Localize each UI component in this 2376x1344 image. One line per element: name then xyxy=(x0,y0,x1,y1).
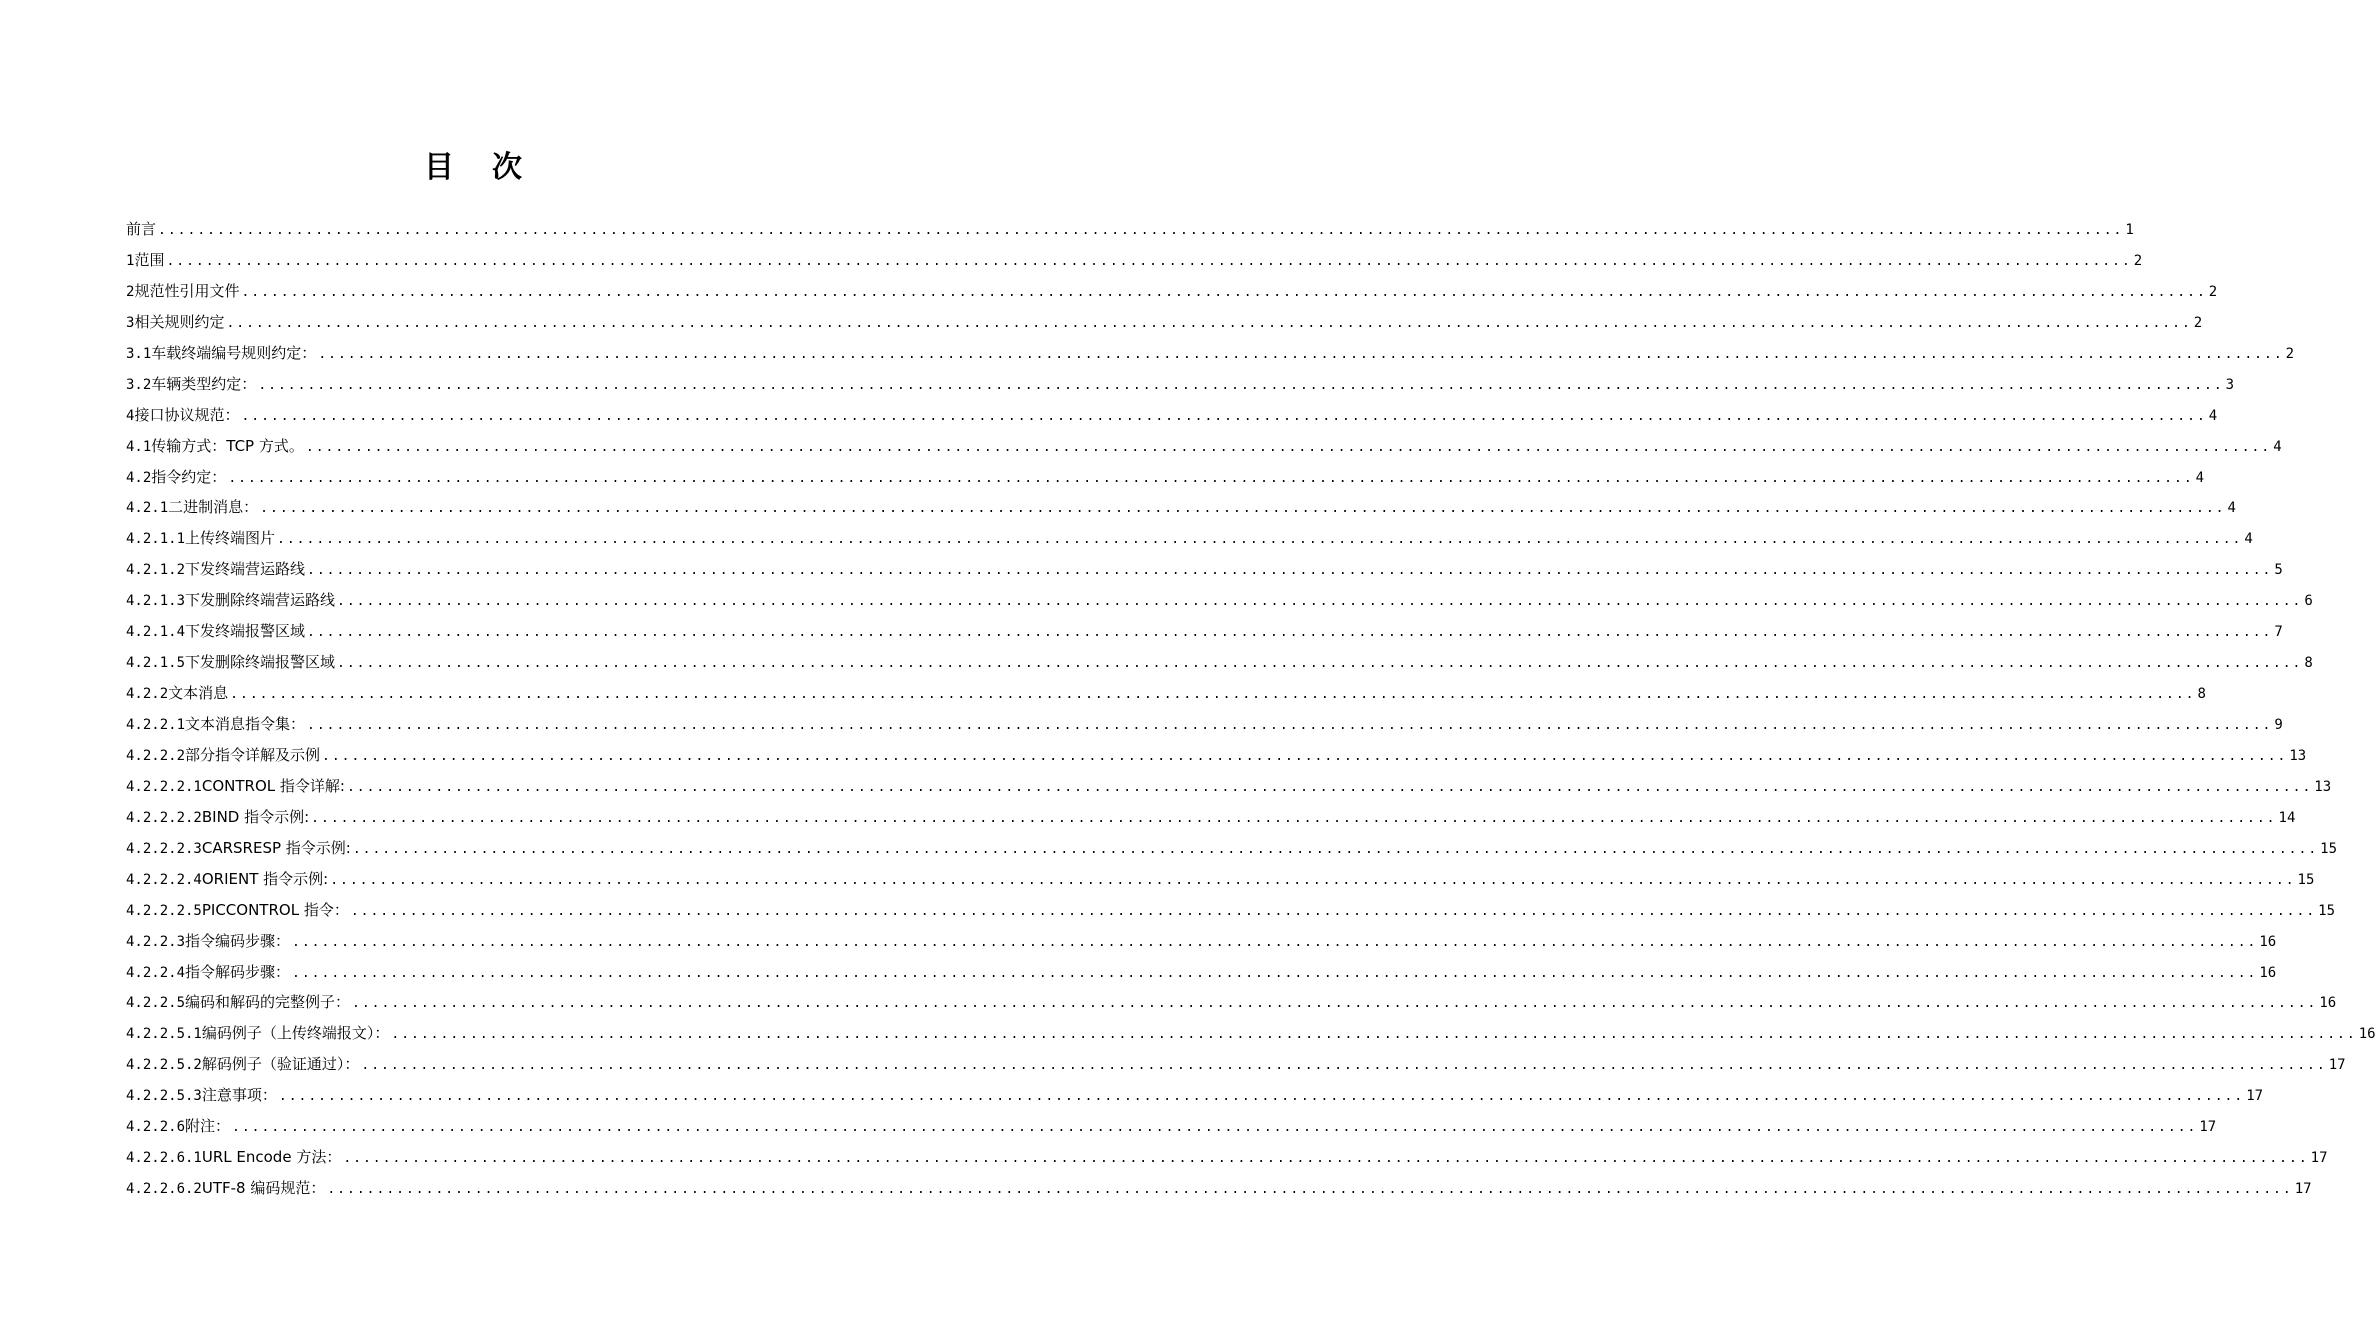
toc-entry-page: 13 xyxy=(2314,778,2332,795)
toc-dot-leader: ........................................................................................................................................................................................................ xyxy=(241,408,2207,424)
toc-entry-number: 4.2.1.4 xyxy=(126,624,186,641)
toc-entry[interactable] xyxy=(126,1115,2217,1146)
toc-dot-leader: ........................................................................................................................................................................................................ xyxy=(337,594,2303,610)
toc-entry-title: 附注： xyxy=(185,1117,231,1136)
toc-entry-number: 4.2.2.2.3 xyxy=(126,840,202,857)
toc-entry-title: 指令约定： xyxy=(151,467,227,486)
toc-dot-leader: ........................................................................................................................................................................................................ xyxy=(307,563,2273,579)
toc-entry-title: ORIENT 指令示例: xyxy=(201,869,329,888)
toc-entry-number: 4 xyxy=(126,407,135,424)
table-of-contents xyxy=(126,218,2376,1208)
toc-dot-leader: ........................................................................................................................................................................................................ xyxy=(292,934,2258,950)
toc-entry[interactable] xyxy=(126,527,2253,558)
toc-dot-leader: ........................................................................................................................................................................................................ xyxy=(352,841,2319,857)
toc-entry-title: UTF-8 编码规范： xyxy=(201,1179,326,1198)
toc-entry-page: 6 xyxy=(2304,593,2313,610)
toc-entry-number: 4.2.2.6 xyxy=(126,1119,186,1136)
toc-dot-leader: ........................................................................................................................................................................................................ xyxy=(228,470,2194,486)
toc-entry[interactable] xyxy=(126,868,2315,899)
toc-entry[interactable] xyxy=(126,218,2134,249)
toc-entry-title: 编码和解码的完整例子： xyxy=(185,993,351,1012)
toc-entry-number: 4.2.2.6.1 xyxy=(126,1150,202,1167)
toc-entry-page: 17 xyxy=(2199,1119,2217,1136)
toc-entry-number: 4.2.2.5.2 xyxy=(126,1057,202,1074)
toc-entry-page: 17 xyxy=(2246,1088,2264,1105)
title-char-1: 目 xyxy=(424,150,458,185)
toc-entry-number: 4.2.2.5 xyxy=(126,995,186,1012)
toc-entry-number: 4.2.2.2.1 xyxy=(126,778,202,795)
toc-entry-page: 15 xyxy=(2320,840,2338,857)
toc-entry-page: 4 xyxy=(2208,407,2218,424)
toc-dot-leader: ........................................................................................................................................................................................................ xyxy=(278,1089,2245,1105)
toc-entry[interactable] xyxy=(126,961,2277,992)
toc-entry[interactable] xyxy=(126,1053,2346,1084)
toc-entry-page: 2 xyxy=(2193,314,2203,331)
toc-dot-leader: ........................................................................................................................................................................................................ xyxy=(330,872,2296,888)
toc-entry-title: 指令编码步骤： xyxy=(185,931,291,950)
toc-entry-page: 3 xyxy=(2225,376,2235,393)
toc-entry[interactable] xyxy=(126,775,2332,806)
toc-dot-leader: ........................................................................................................................................................................................................ xyxy=(230,687,2196,703)
toc-dot-leader: ........................................................................................................................................................................................................ xyxy=(391,1027,2357,1043)
toc-entry-title: 注意事项： xyxy=(201,1086,277,1105)
toc-entry-title: 解码例子（验证通过）： xyxy=(201,1055,360,1074)
toc-entry-page: 5 xyxy=(2274,562,2283,579)
toc-entry-title: 言 xyxy=(141,220,157,238)
toc-entry[interactable] xyxy=(126,713,2283,744)
toc-dot-leader: ........................................................................................................................................................................................................ xyxy=(346,779,2313,795)
toc-entry[interactable] xyxy=(126,404,2218,435)
toc-entry-page: 17 xyxy=(2294,1181,2312,1198)
toc-entry-title: URL Encode 方法： xyxy=(201,1148,342,1167)
toc-entry-number: 前 xyxy=(126,220,142,238)
toc-entry-page: 14 xyxy=(2278,809,2296,826)
toc-entry-page: 4 xyxy=(2227,500,2236,517)
toc-dot-leader: ........................................................................................................................................................................................................ xyxy=(322,748,2288,764)
toc-entry-page: 4 xyxy=(2244,531,2253,548)
toc-dot-leader: ........................................................................................................................................................................................................ xyxy=(350,903,2317,919)
toc-entry-page: 4 xyxy=(2195,469,2205,486)
toc-entry-title: 范围 xyxy=(134,250,165,269)
toc-entry-number: 4.2.2.2 xyxy=(126,747,186,764)
toc-entry-page: 2 xyxy=(2208,283,2218,300)
page-title xyxy=(0,148,950,188)
toc-entry-title: CARSRESP 指令示例: xyxy=(201,838,351,857)
toc-dot-leader: ........................................................................................................................................................................................................ xyxy=(327,1182,2293,1198)
toc-entry-number: 3.1 xyxy=(126,345,152,362)
toc-entry-title: PICCONTROL 指令： xyxy=(201,900,349,919)
toc-entry-title: 车辆类型约定： xyxy=(151,374,257,393)
toc-dot-leader: ........................................................................................................................................................................................................ xyxy=(352,996,2318,1012)
toc-entry-title: 文本消息 xyxy=(168,684,229,703)
toc-entry-page: 16 xyxy=(2358,1026,2376,1043)
toc-entry-number: 4.2.1 xyxy=(126,500,169,517)
toc-entry-page: 9 xyxy=(2274,717,2283,733)
toc-entry-page: 16 xyxy=(2259,933,2277,950)
toc-entry[interactable] xyxy=(126,744,2307,775)
toc-entry[interactable] xyxy=(126,311,2203,342)
toc-entry-page: 17 xyxy=(2310,1150,2328,1167)
toc-entry-page: 8 xyxy=(2197,686,2206,703)
toc-entry-title: 下发删除终端营运路线 xyxy=(185,591,336,610)
toc-entry-page: 15 xyxy=(2297,871,2315,888)
toc-dot-leader: ........................................................................................................................................................................................................ xyxy=(226,315,2192,331)
toc-entry[interactable] xyxy=(126,1146,2328,1177)
toc-entry-number: 4.2.2.2.4 xyxy=(126,871,202,888)
toc-entry-number: 4.2.1.3 xyxy=(126,593,186,610)
toc-dot-leader: ........................................................................................................................................................................................................ xyxy=(292,965,2258,981)
toc-entry-title: 下发删除终端报警区域 xyxy=(185,653,336,672)
toc-entry-title: 规范性引用文件 xyxy=(134,281,240,300)
toc-entry-number: 4.1 xyxy=(126,438,152,455)
toc-dot-leader: ........................................................................................................................................................................................................ xyxy=(260,501,2226,517)
toc-entry-number: 4.2.1.5 xyxy=(126,655,186,672)
toc-dot-leader: ........................................................................................................................................................................................................ xyxy=(361,1058,2327,1074)
toc-entry-page: 16 xyxy=(2259,964,2277,981)
toc-entry-number: 4.2.2.1 xyxy=(126,717,186,733)
toc-entry-number: 4.2.1.1 xyxy=(126,531,186,548)
toc-entry-number: 3.2 xyxy=(126,376,152,393)
toc-entry-number: 3 xyxy=(126,314,135,331)
toc-entry[interactable] xyxy=(126,806,2296,837)
toc-entry-page: 15 xyxy=(2318,902,2336,919)
toc-dot-leader: ........................................................................................................................................................................................................ xyxy=(343,1151,2309,1167)
toc-entry-title: 指令解码步骤： xyxy=(185,962,291,981)
toc-entry-title: 下发终端营运路线 xyxy=(185,560,306,579)
toc-entry-number: 4.2.2.3 xyxy=(126,933,186,950)
toc-entry-number: 1 xyxy=(126,252,135,269)
toc-entry-title: 部分指令详解及示例 xyxy=(185,745,321,764)
toc-dot-leader: ........................................................................................................................................................................................................ xyxy=(305,439,2272,455)
toc-entry[interactable] xyxy=(126,558,2283,589)
title-char-2: 次 xyxy=(492,150,526,185)
toc-entry-page: 17 xyxy=(2328,1057,2346,1074)
toc-entry-title: CONTROL 指令详解: xyxy=(201,776,345,795)
toc-entry-title: 车载终端编号规则约定： xyxy=(151,343,317,362)
toc-dot-leader: ........................................................................................................................................................................................................ xyxy=(258,377,2224,393)
toc-entry-page: 2 xyxy=(2133,252,2143,269)
toc-entry[interactable] xyxy=(126,373,2235,404)
toc-entry[interactable] xyxy=(126,466,2205,497)
toc-entry[interactable] xyxy=(126,620,2283,651)
toc-entry[interactable] xyxy=(126,342,2295,373)
toc-entry-number: 4.2 xyxy=(126,469,152,486)
toc-dot-leader: ........................................................................................................................................................................................................ xyxy=(232,1120,2198,1136)
toc-entry-number: 4.2.2.5.1 xyxy=(126,1026,202,1043)
toc-dot-leader: ........................................................................................................................................................................................................ xyxy=(318,346,2284,362)
toc-entry-number: 4.2.2.2.2 xyxy=(126,809,202,826)
toc-entry-number: 4.2.1.2 xyxy=(126,562,186,579)
toc-dot-leader: ........................................................................................................................................................................................................ xyxy=(166,253,2132,269)
toc-entry-title: 编码例子（上传终端报文）： xyxy=(201,1024,390,1043)
toc-dot-leader: ........................................................................................................................................................................................................ xyxy=(311,810,2277,826)
toc-dot-leader: ........................................................................................................................................................................................................ xyxy=(307,718,2273,733)
toc-entry-page: 7 xyxy=(2274,624,2283,641)
toc-entry-title: 相关规则约定 xyxy=(134,312,225,331)
toc-entry-title: BIND 指令示例: xyxy=(201,807,310,826)
toc-entry-page: 8 xyxy=(2304,655,2313,672)
toc-entry-page: 4 xyxy=(2273,438,2282,455)
toc-entry-title: 传输方式：TCP 方式。 xyxy=(151,436,304,455)
toc-entry-number: 4.2.2.4 xyxy=(126,964,186,981)
toc-dot-leader: ........................................................................................................................................................................................................ xyxy=(158,223,2124,238)
toc-entry[interactable] xyxy=(126,435,2282,466)
toc-entry-title: 上传终端图片 xyxy=(185,529,276,548)
toc-dot-leader: ........................................................................................................................................................................................................ xyxy=(277,532,2243,548)
toc-entry[interactable] xyxy=(126,1177,2312,1208)
toc-entry[interactable] xyxy=(126,1022,2376,1053)
toc-entry[interactable] xyxy=(126,589,2313,620)
toc-dot-leader: ........................................................................................................................................................................................................ xyxy=(307,625,2273,641)
toc-dot-leader: ........................................................................................................................................................................................................ xyxy=(241,284,2207,300)
toc-entry-number: 4.2.2.6.2 xyxy=(126,1181,202,1198)
toc-dot-leader: ........................................................................................................................................................................................................ xyxy=(337,656,2303,672)
toc-entry[interactable] xyxy=(126,651,2313,682)
toc-entry-title: 下发终端报警区域 xyxy=(185,622,306,641)
toc-entry[interactable] xyxy=(126,496,2236,527)
toc-entry[interactable] xyxy=(126,837,2338,868)
toc-entry-page: 2 xyxy=(2285,345,2295,362)
toc-entry[interactable] xyxy=(126,930,2277,961)
toc-entry-number: 4.2.2.2.5 xyxy=(126,902,202,919)
toc-entry[interactable] xyxy=(126,682,2206,713)
toc-entry-title: 二进制消息： xyxy=(168,498,259,517)
toc-entry-title: 接口协议规范： xyxy=(134,405,240,424)
toc-entry[interactable] xyxy=(126,249,2143,280)
toc-entry-title: 文本消息指令集： xyxy=(185,715,306,733)
toc-entry[interactable] xyxy=(126,899,2336,930)
toc-entry-number: 4.2.2.5.3 xyxy=(126,1088,202,1105)
toc-entry-page: 16 xyxy=(2319,995,2337,1012)
toc-entry[interactable] xyxy=(126,280,2218,311)
toc-entry-number: 2 xyxy=(126,283,135,300)
toc-entry-page: 13 xyxy=(2289,747,2307,764)
toc-entry[interactable] xyxy=(126,991,2337,1022)
toc-entry[interactable] xyxy=(126,1084,2264,1115)
toc-entry-page: 1 xyxy=(2125,222,2134,238)
toc-entry-number: 4.2.2 xyxy=(126,686,169,703)
